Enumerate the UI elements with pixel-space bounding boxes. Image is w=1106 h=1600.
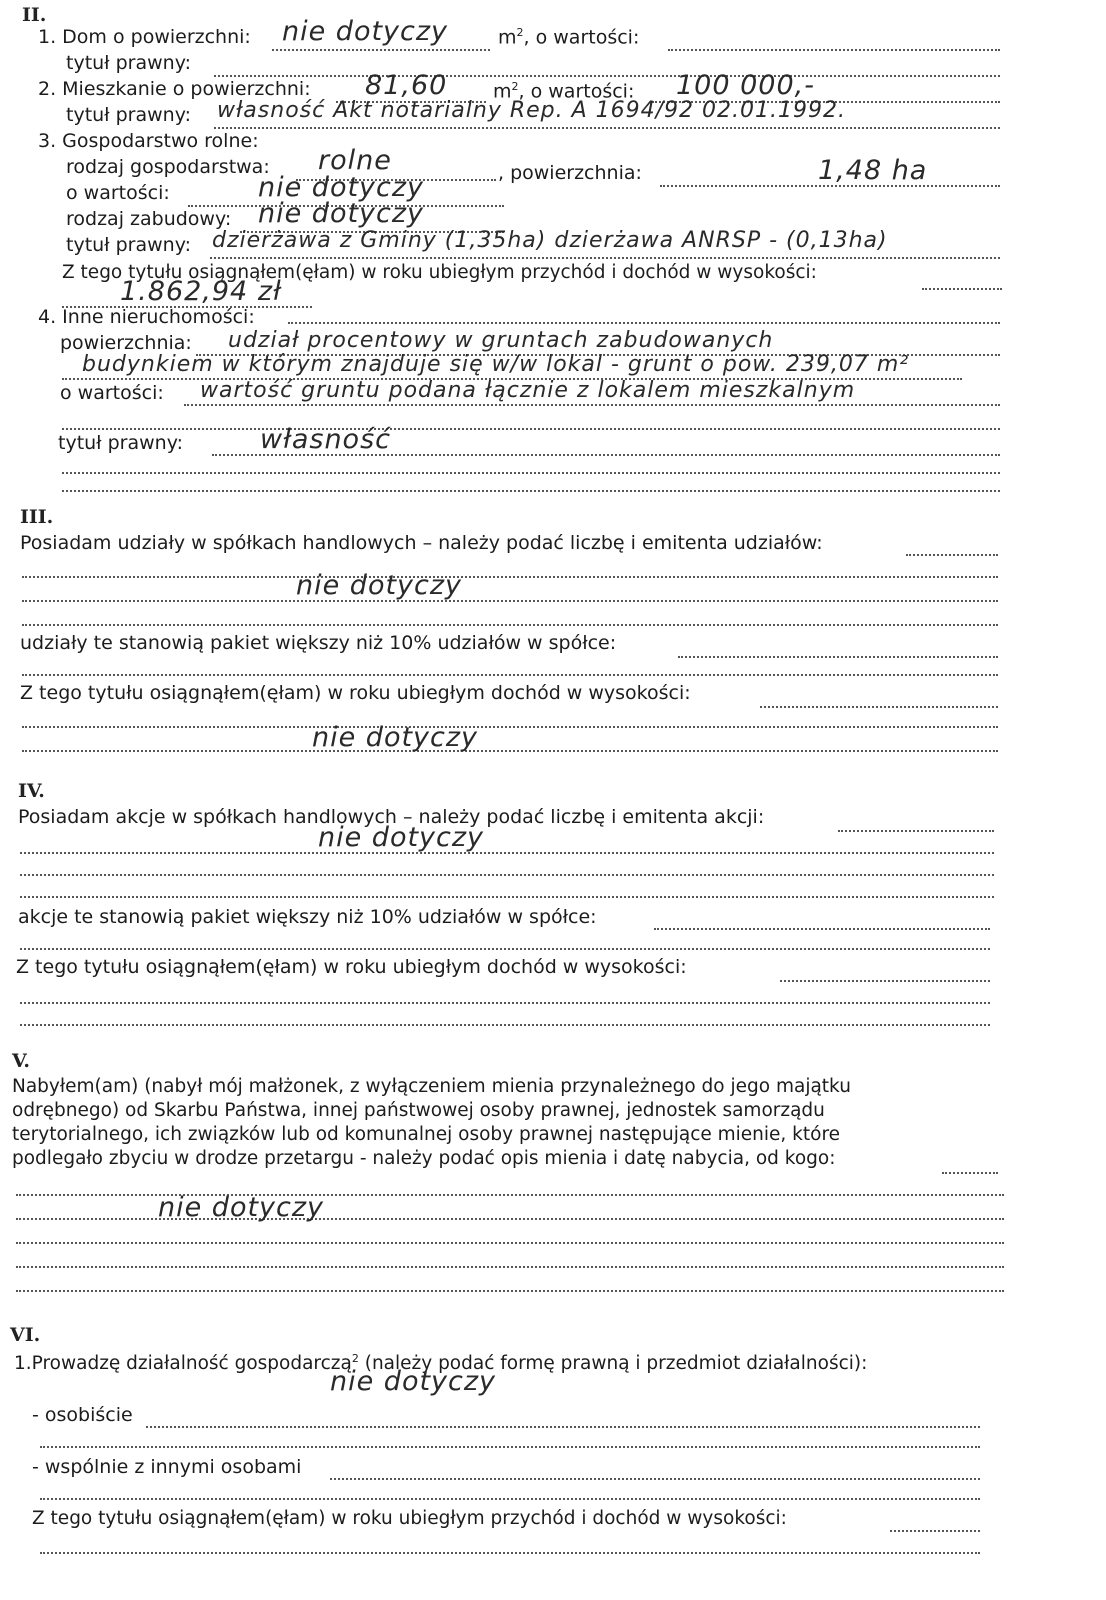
house-area-label: 1. Dom o powierzchni: xyxy=(38,26,251,48)
stocks-income-dots-2 xyxy=(20,1002,990,1004)
shares-label: Posiadam udziały w spółkach handlowych – należy podać liczbę i emitenta udziałów: xyxy=(20,532,823,554)
business-handwritten: nie dotyczy xyxy=(330,1366,497,1397)
farm-value-label: o wartości: xyxy=(66,182,170,204)
acquired-dots-4 xyxy=(16,1266,1004,1268)
business-joint-dots-2 xyxy=(40,1498,980,1500)
farm-building-label: rodzaj zabudowy: xyxy=(66,208,232,230)
stocks-label: Posiadam akcje w spółkach handlowych – należy podać liczbę i emitenta akcji: xyxy=(18,806,765,828)
section-v-header: V. xyxy=(12,1050,31,1072)
shares-package-label: udziały te stanowią pakiet większy niż 10% udziałów w spółce: xyxy=(20,632,617,654)
house-title-label: tytuł prawny: xyxy=(66,52,191,74)
flat-area-label: 2. Mieszkanie o powierzchni: xyxy=(38,78,311,100)
shares-dots-1 xyxy=(22,576,998,578)
business-label: 1.Prowadzę działalność gospodarczą$^2$ (należy podać formę prawną i przedmiot działalności): xyxy=(14,1352,868,1375)
acquired-text-1: Nabyłem(am) (nabył mój małżonek, z wyłączeniem mienia przynależnego do jego majątku xyxy=(12,1076,851,1097)
house-area-dots xyxy=(272,49,490,51)
other-area-handwritten-2: budynkiem w którym znajduje się w/w lokal - grunt o pow. 239,07 m² xyxy=(82,352,910,377)
acquired-handwritten: nie dotyczy xyxy=(158,1192,325,1223)
business-joint-label: - wspólnie z innymi osobami xyxy=(32,1456,302,1478)
house-value-dots xyxy=(668,49,1000,51)
farm-area-label: , powierzchnia: xyxy=(498,162,642,184)
farm-type-label: rodzaj gospodarstwa: xyxy=(66,156,270,178)
other-title-handwritten: własność xyxy=(260,424,391,455)
acquired-text-4: podlegało zbyciu w drodze przetargu - należy podać opis mienia i datę nabycia, od kogo: xyxy=(12,1148,836,1169)
farm-value-handwritten: nie dotyczy xyxy=(258,172,425,203)
business-income-dots-2 xyxy=(40,1552,980,1554)
flat-title-label: tytuł prawny: xyxy=(66,104,191,126)
stocks-package-dots xyxy=(654,928,990,930)
other-area-handwritten-1: udział procentowy w gruntach zabudowanych xyxy=(228,328,774,353)
shares-handwritten: nie dotyczy xyxy=(296,570,463,601)
shares-income-label: Z tego tytułu osiągnąłem(ęłam) w roku ubiegłym dochód w wysokości: xyxy=(20,682,691,704)
section-iv-header: IV. xyxy=(18,780,45,802)
business-personal-label: - osobiście xyxy=(32,1404,133,1426)
flat-title-handwritten: własność Akt notarialny Rep. A 1694/92 02.01.1992. xyxy=(217,98,846,123)
shares-income-dots-2 xyxy=(22,726,998,728)
acquired-dots-5 xyxy=(16,1290,1004,1292)
other-title-dots-2 xyxy=(62,472,1000,474)
farm-type-handwritten: rolne xyxy=(318,145,392,176)
business-income-dots xyxy=(890,1530,980,1532)
business-personal-dots-2 xyxy=(40,1446,980,1448)
stocks-package-dots-2 xyxy=(20,948,990,950)
section-vi-header: VI. xyxy=(10,1324,41,1346)
shares-income-dots xyxy=(760,706,998,708)
acquired-dots-a xyxy=(942,1172,998,1174)
farm-building-handwritten: nie dotyczy xyxy=(258,198,425,229)
business-joint-dots xyxy=(330,1478,980,1480)
stocks-income-dots xyxy=(780,980,990,982)
farm-title-dots xyxy=(210,257,1000,259)
section-iii-header: III. xyxy=(20,506,54,528)
shares-dots-a xyxy=(906,554,998,556)
business-income-label: Z tego tytułu osiągnąłem(ęłam) w roku ubiegłym przychód i dochód w wysokości: xyxy=(32,1508,787,1529)
flat-title-dots xyxy=(214,127,1000,129)
stocks-dots-2 xyxy=(20,874,994,876)
house-area-handwritten: nie dotyczy xyxy=(282,16,449,47)
other-title-label: tytuł prawny: xyxy=(58,432,183,454)
farm-title-label: tytuł prawny: xyxy=(66,234,191,256)
flat-value-handwritten: 100 000,- xyxy=(676,70,815,101)
stocks-dots-a xyxy=(838,830,994,832)
other-property-label: 4. Inne nieruchomości: xyxy=(38,306,255,328)
other-value-dots-2 xyxy=(62,428,1000,430)
stocks-income-label: Z tego tytułu osiągnąłem(ęłam) w roku ubiegłym dochód w wysokości: xyxy=(16,956,687,978)
flat-area-handwritten: 81,60 xyxy=(365,70,448,101)
stocks-dots-3 xyxy=(20,896,994,898)
section-ii-header: II. xyxy=(22,4,47,26)
stocks-handwritten: nie dotyczy xyxy=(318,822,485,853)
shares-income-dots-3 xyxy=(22,750,998,752)
house-unit: $m^2$, o wartości: xyxy=(498,26,640,49)
other-area-label: powierzchnia: xyxy=(60,332,192,354)
farm-income-handwritten: 1.862,94 zł xyxy=(120,276,282,307)
farm-income-label: Z tego tytułu osiągnąłem(ęłam) w roku ubiegłym przychód i dochód w wysokości: xyxy=(62,262,817,283)
other-value-dots xyxy=(184,404,1000,406)
shares-dots-2 xyxy=(22,600,998,602)
other-title-dots-3 xyxy=(62,490,1000,492)
acquired-text-2: odrębnego) od Skarbu Państwa, innej państwowej osoby prawnej, jednostek samorządu xyxy=(12,1100,825,1121)
stocks-dots-1 xyxy=(20,852,994,854)
shares-income-handwritten: nie dotyczy xyxy=(312,722,479,753)
shares-dots-3 xyxy=(22,624,998,626)
farm-title-handwritten: dzierżawa z Gminy (1,35ha) dzierżawa ANRSP - (0,13ha) xyxy=(212,228,888,253)
shares-package-dots xyxy=(678,656,998,658)
farm-income-dots-a xyxy=(922,288,1002,290)
farm-label: 3. Gospodarstwo rolne: xyxy=(38,130,259,152)
other-value-label: o wartości: xyxy=(60,382,164,404)
acquired-dots-3 xyxy=(16,1242,1004,1244)
acquired-text-3: terytorialnego, ich związków lub od komunalnej osoby prawnej następujące mienie, które xyxy=(12,1124,841,1145)
other-property-dots xyxy=(288,322,1000,324)
stocks-income-dots-3 xyxy=(20,1024,990,1026)
other-value-handwritten: wartość gruntu podana łącznie z lokalem mieszkalnym xyxy=(200,378,856,403)
house-title-dots xyxy=(214,75,1000,77)
business-personal-dots xyxy=(146,1426,980,1428)
farm-area-handwritten: 1,48 ha xyxy=(818,155,928,186)
stocks-package-label: akcje te stanowią pakiet większy niż 10% udziałów w spółce: xyxy=(18,906,597,928)
shares-package-dots-2 xyxy=(22,674,998,676)
flat-unit: $m^2$, o wartości: xyxy=(493,80,635,103)
